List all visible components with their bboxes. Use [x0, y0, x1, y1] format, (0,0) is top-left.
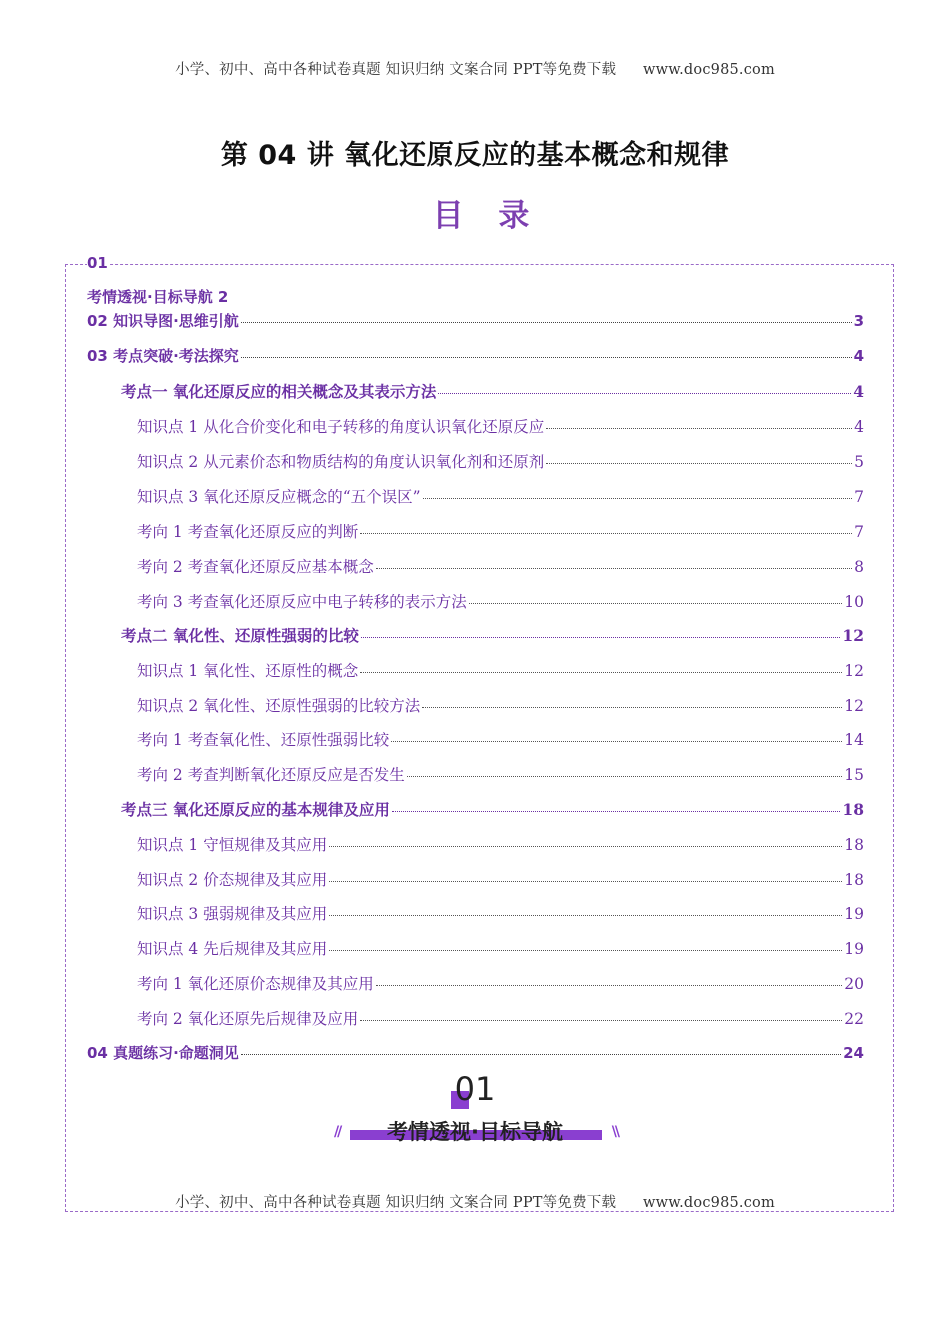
page-header: [0, 58, 950, 79]
toc-entry-label: 知识点 1 从化合价变化和电子转移的角度认识氧化还原反应: [137, 418, 545, 436]
toc-entry-page-number: 4: [854, 418, 864, 436]
toc-entry[interactable]: [137, 833, 864, 855]
toc-heading: 目 录: [432, 198, 542, 234]
toc-entry-exam-overview[interactable]: 考情透视·目标导航 2: [87, 288, 229, 306]
toc-entry-label: 知识点 2 从元素价态和物质结构的角度认识氧化剂和还原剂: [137, 453, 545, 471]
footer-url[interactable]: www.doc985.com: [642, 1195, 775, 1211]
toc-entry-page-number: 18: [844, 836, 864, 854]
toc-entry-page-number: 19: [844, 905, 864, 923]
toc-entry[interactable]: [87, 345, 864, 367]
toc-entry-page-number: 22: [844, 1010, 864, 1028]
toc-dot-leader: [422, 707, 842, 708]
toc-dot-leader: [376, 985, 843, 986]
toc-dot-leader: [360, 533, 852, 534]
toc-entry-label: 02 知识导图·思维引航: [87, 312, 239, 330]
toc-entry-label: 知识点 3 强弱规律及其应用: [137, 905, 328, 923]
toc-entry-label: 04 真题练习·命题洞见: [87, 1044, 239, 1062]
toc-entry[interactable]: [121, 798, 864, 820]
toc-entry-page-number: 4: [853, 347, 864, 365]
toc-entry[interactable]: [137, 520, 864, 542]
toc-entry[interactable]: [137, 485, 864, 507]
toc-entry[interactable]: [87, 310, 864, 332]
toc-entry-page-number: 24: [843, 1044, 864, 1062]
toc-entry-label: 考向 1 考查氧化还原反应的判断: [137, 523, 359, 541]
toc-dot-leader: [241, 322, 852, 323]
toc-entry[interactable]: [137, 728, 864, 750]
toc-entry[interactable]: [137, 450, 864, 472]
toc-entry-label: 知识点 2 氧化性、还原性强弱的比较方法: [137, 697, 421, 715]
toc-entry[interactable]: [121, 380, 864, 402]
toc-dot-leader: [546, 463, 852, 464]
toc-first-number: 01: [87, 254, 108, 272]
toc-entry-label: 知识点 1 氧化性、还原性的概念: [137, 662, 359, 680]
toc-entry-label: 知识点 3 氧化还原反应概念的“五个误区”: [137, 488, 421, 506]
toc-entry-label: 知识点 4 先后规律及其应用: [137, 940, 328, 958]
toc-entry[interactable]: [137, 868, 864, 890]
toc-entry-page-number: 19: [844, 940, 864, 958]
toc-entry[interactable]: [137, 659, 864, 681]
toc-entry[interactable]: [137, 972, 864, 994]
toc-entry-page-number: 14: [844, 731, 864, 749]
toc-entry-label: 考向 3 考查氧化还原反应中电子转移的表示方法: [137, 593, 467, 611]
toc-dot-leader: [360, 1020, 842, 1021]
toc-entry[interactable]: [137, 415, 864, 437]
footer-text: 小学、初中、高中各种试卷真题 知识归纳 文案合同 PPT等免费下载: [175, 1195, 617, 1211]
banner-right-mark: \\: [611, 1124, 618, 1140]
toc-entry-page-number: 10: [844, 593, 864, 611]
toc-entry[interactable]: [137, 694, 864, 716]
toc-dot-leader: [546, 428, 852, 429]
toc-dot-leader: [360, 672, 842, 673]
toc-dot-leader: [361, 637, 841, 638]
toc-entry-page-number: 7: [854, 488, 864, 506]
header-text: 小学、初中、高中各种试卷真题 知识归纳 文案合同 PPT等免费下载: [175, 62, 617, 78]
toc-entry-label: 考向 2 氧化还原先后规律及应用: [137, 1010, 359, 1028]
toc-entry-page-number: 3: [853, 312, 864, 330]
toc-dot-leader: [391, 741, 842, 742]
toc-entry-label: 考点一 氧化还原反应的相关概念及其表示方法: [121, 382, 437, 401]
toc-dot-leader: [241, 1054, 841, 1055]
toc-entry[interactable]: [137, 902, 864, 924]
toc-entry-label: 考点二 氧化性、还原性强弱的比较: [121, 626, 359, 645]
toc-entry-label: 考向 2 考查氧化还原反应基本概念: [137, 558, 374, 576]
toc-entry-page-number: 4: [853, 382, 864, 401]
toc-dot-leader: [392, 811, 841, 812]
section-banner: [330, 1070, 620, 1150]
toc-entry-page-number: 5: [854, 453, 864, 471]
toc-entry-page-number: 15: [844, 766, 864, 784]
toc-entry-page-number: 12: [844, 697, 864, 715]
toc-dot-leader: [329, 950, 842, 951]
toc-entry-page-number: 18: [842, 800, 864, 819]
page-footer: [0, 1191, 950, 1212]
banner-number: 01: [454, 1070, 496, 1108]
document-title: 第 04 讲 氧化还原反应的基本概念和规律: [220, 140, 730, 171]
toc-dot-leader: [329, 915, 842, 916]
toc-dot-leader: [241, 357, 852, 358]
toc-entry-label: 知识点 1 守恒规律及其应用: [137, 836, 328, 854]
toc-entry[interactable]: [137, 937, 864, 959]
banner-title: 考情透视·目标导航: [387, 1120, 563, 1144]
toc-entry[interactable]: [121, 624, 864, 646]
banner-left-mark: //: [334, 1124, 341, 1140]
toc-entry-label: 03 考点突破·考法探究: [87, 347, 239, 365]
toc-entry-page-number: 8: [854, 558, 864, 576]
toc-entry-label: 考点三 氧化还原反应的基本规律及应用: [121, 800, 390, 819]
toc-entry[interactable]: [137, 590, 864, 612]
toc-dot-leader: [438, 393, 851, 394]
toc-dot-leader: [469, 603, 843, 604]
toc-dot-leader: [329, 881, 842, 882]
toc-dot-leader: [407, 776, 843, 777]
toc-dot-leader: [423, 498, 853, 499]
toc-entry[interactable]: [137, 1007, 864, 1029]
toc-dot-leader: [329, 846, 842, 847]
toc-entry-page-number: 7: [854, 523, 864, 541]
toc-entry-page-number: 20: [844, 975, 864, 993]
toc-entry[interactable]: [87, 1042, 864, 1064]
toc-entry[interactable]: [137, 555, 864, 577]
toc-entry-label: 考向 1 考查氧化性、还原性强弱比较: [137, 731, 390, 749]
header-url[interactable]: www.doc985.com: [642, 62, 775, 78]
toc-dot-leader: [376, 568, 852, 569]
toc-entry-label: 考向 2 考查判断氧化还原反应是否发生: [137, 766, 405, 784]
toc-entry-label: 知识点 2 价态规律及其应用: [137, 871, 328, 889]
toc-entry-page-number: 18: [844, 871, 864, 889]
toc-entry[interactable]: [137, 763, 864, 785]
toc-entry-label: 考向 1 氧化还原价态规律及其应用: [137, 975, 374, 993]
toc-entry-page-number: 12: [844, 662, 864, 680]
toc-entry-page-number: 12: [842, 626, 864, 645]
